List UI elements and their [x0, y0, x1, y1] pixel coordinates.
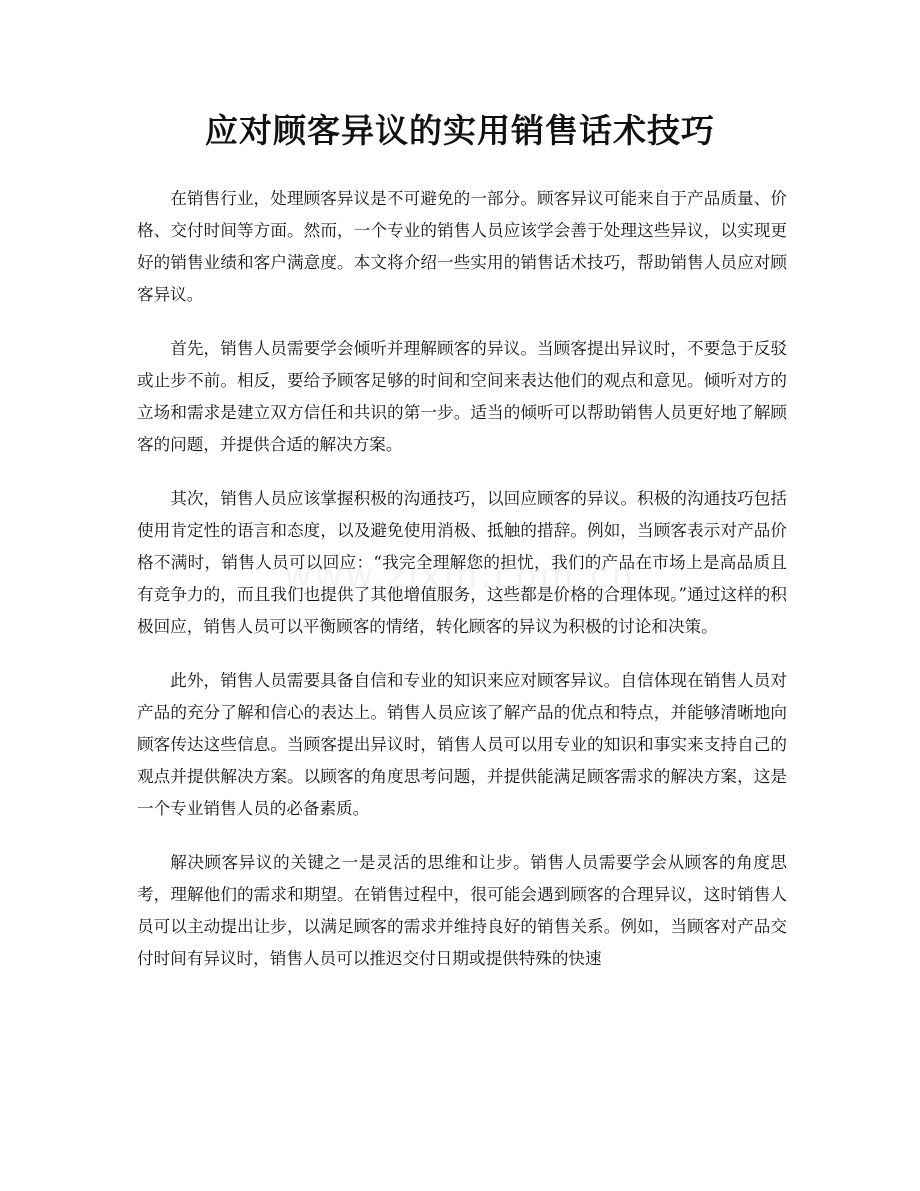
paragraph-flexibility: 解决顾客异议的关键之一是灵活的思维和让步。销售人员需要学会从顾客的角度思考，理解他们的需求和期望。在销售过程中，很可能会遇到顾客的合理异议，这时销售人员可以主动提出让步，以满足顾客的需求并维持良好的销售关系。例如，当顾客对产品交付时间有异议时，销售人员可以推迟交付日期或提供特殊的快速 [137, 853, 787, 968]
paragraph-confidence: 此外，销售人员需要具备自信和专业的知识来应对顾客异议。自信体现在销售人员对产品的充分了解和信心的表达上。销售人员应该了解产品的优点和特点，并能够清晰地向顾客传达这些信息。当顾客提出异议时，销售人员可以用专业的知识和事实来支持自己的观点并提供解决方案。以顾客的角度思考问题，并提供能满足顾客需求的解决方案，这是一个专业销售人员的必备素质。 [137, 671, 787, 818]
paragraph-communication: 其次，销售人员应该掌握积极的沟通技巧，以回应顾客的异议。积极的沟通技巧包括使用肯定性的语言和态度，以及避免使用消极、抵触的措辞。例如，当顾客表示对产品价格不满时，销售人员可以回应：“我完全理解您的担忧，我们的产品在市场上是高品质且有竞争力的，而且我们也提供了其他增值服务，这些都是价格的合理体现。”通过这样的积极回应，销售人员可以平衡顾客的情绪，转化顾客的异议为积极的讨论和决策。 [137, 489, 787, 636]
paragraph-intro: 在销售行业，处理顾客异议是不可避免的一部分。顾客异议可能来自于产品质量、价格、交付时间等方面。然而，一个专业的销售人员应该学会善于处理这些异议，以实现更好的销售业绩和客户满意度。本文将介绍一些实用的销售话术技巧，帮助销售人员应对顾客异议。 [137, 189, 787, 304]
paragraph-listening: 首先，销售人员需要学会倾听并理解顾客的异议。当顾客提出异议时，不要急于反驳或止步不前。相反，要给予顾客足够的时间和空间来表达他们的观点和意见。倾听对方的立场和需求是建立双方信任和共识的第一步。适当的倾听可以帮助销售人员更好地了解顾客的问题，并提供合适的解决方案。 [137, 339, 787, 454]
document-title: 应对顾客异议的实用销售话术技巧 [205, 111, 715, 150]
document-body [137, 183, 787, 997]
